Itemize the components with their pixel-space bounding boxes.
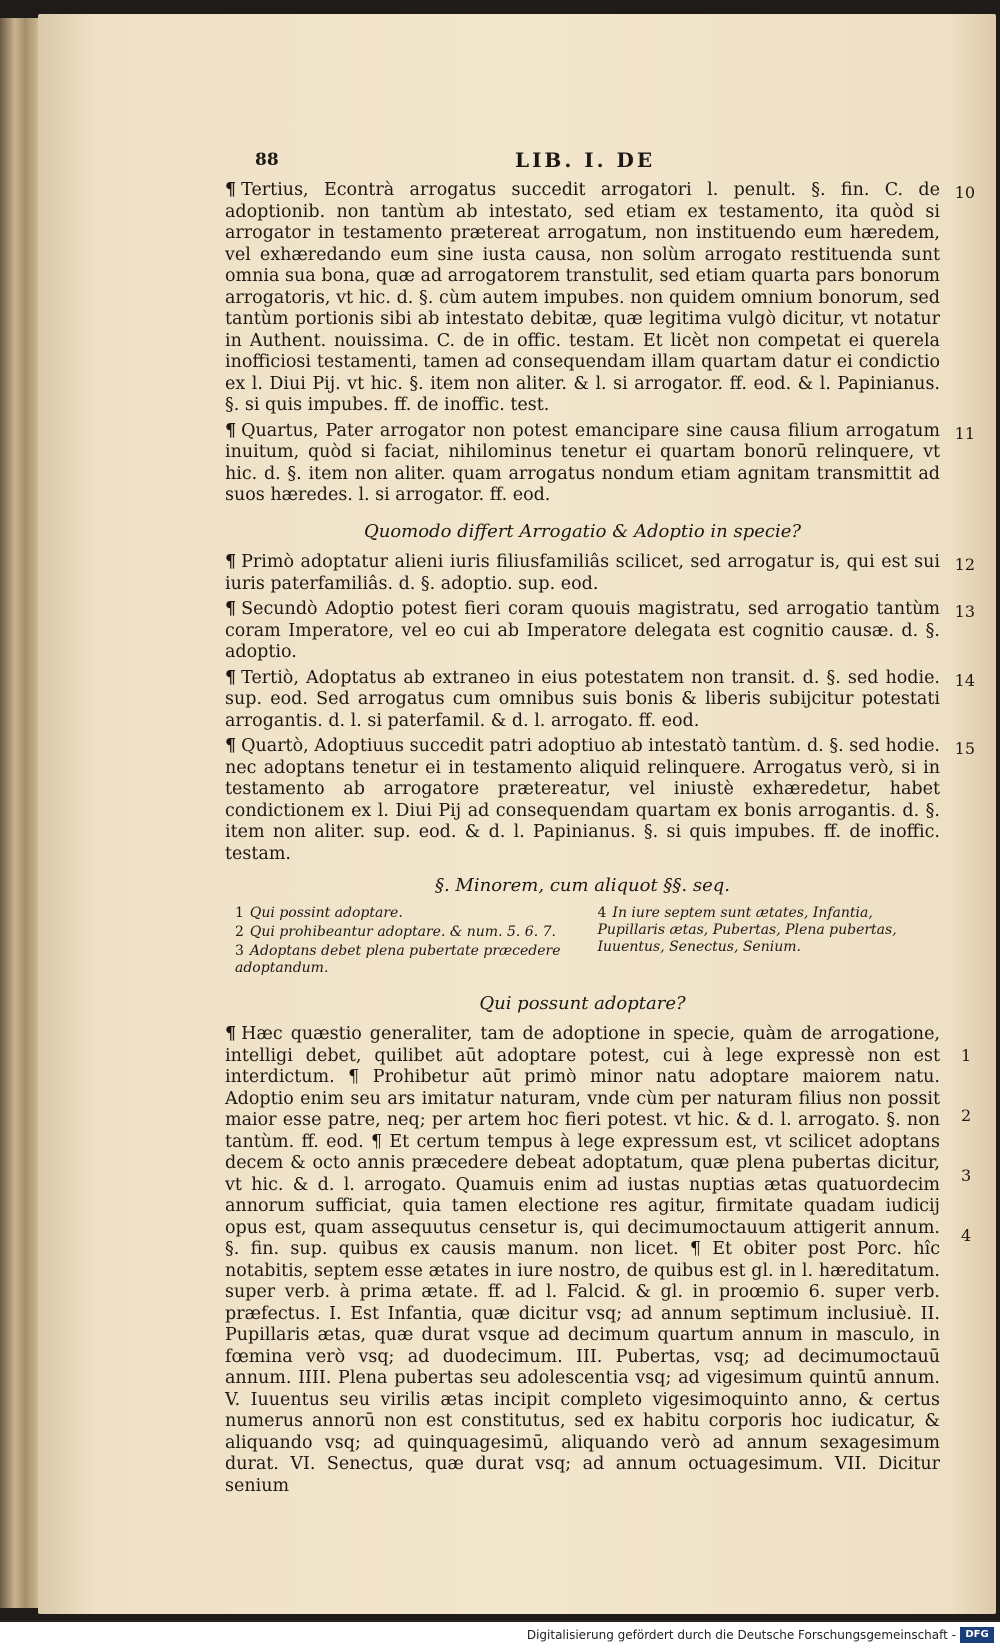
- paragraph-text: Primò adoptatur alieni iuris filiusfamiliâs scilicet, sed arrogatur is, qui est sui iuris paterfamiliâs. d. §. adoptio. sup. eod.: [225, 552, 940, 594]
- paragraph-text: Tertius, Econtrà arrogatus succedit arrogatori l. penult. §. fin. C. de adoptionib. non tantùm ab intestato, sed etiam ex testamento, ita quòd si arrogator in testamento prætereat arrogatum, non instituendo eum hæredem, vel exhæredando eum sine iusta causa, non solùm arrogato restituenda sunt omnia sua bona, quæ ad arrogatorem transtulit, sed etiam quarta pars bonorum arrogatoris, vt hic. d. §. cùm autem impubes. non quidem omnium bonorum, sed tantùm portionis sibi ab intestato debitæ, quæ legitima vulgò dicitur, vt notatur in Authent. nouissima. C. de in offic. testam. Et licèt non competat ei querela inofficiosi testamenti, tamen ad consequendam illam quartam datur ei condictio ex l. Diui Pij. vt hic. §. item non aliter. & l. si arrogator. ff. eod. & l. Papinianus. §. si quis impubes. ff. de inoffic. test.: [225, 180, 940, 415]
- paragraph-quartus: [225, 420, 975, 507]
- pilcrow-mark: ¶: [225, 667, 237, 688]
- summary-number: 1: [235, 904, 244, 921]
- running-header: [225, 150, 940, 180]
- margin-number: 12: [954, 555, 975, 574]
- paragraph-secundo: [225, 599, 975, 664]
- paragraph-primo: [225, 552, 975, 595]
- paragraph-quarto: [225, 736, 975, 865]
- pilcrow-mark: ¶: [225, 420, 237, 441]
- pilcrow-mark: ¶: [225, 1024, 237, 1044]
- summary-text: In iure septem sunt ætates, Infantia, Pupillaris ætas, Pubertas, Plena pubertas, Iuuentus, Senectus, Senium.: [597, 904, 897, 955]
- margin-number: 11: [954, 423, 975, 443]
- book-spine: [0, 18, 42, 1608]
- summary-item: [598, 905, 941, 956]
- heading-qui-possunt: Qui possunt adoptare?: [479, 992, 686, 1014]
- summary-item: [235, 905, 578, 922]
- paragraph-text: Hæc quæstio generaliter, tam de adoptione in specie, quàm de arrogatione, intelligi debet, quilibet aūt adoptare potest, cui à lege expressè non est interdictum. ¶ Prohibetur aūt primò minor natu adoptare maiorem natu. Adoptio enim seu ars imitatur naturam, vnde cùm per naturam filius non possit maior esse patre, neq; per artem hoc fieri potest. vt hic. & d. l. arrogato. §. non tantùm. ff. eod. ¶ Et certum tempus à lege expressum est, vt scilicet adoptans decem & octo annis præcedere debeat adoptatum, quæ plena pubertas dicitur, vt hic. & d. l. arrogato. Quamuis enim ad iustas nuptias ætas quatuordecim annorum sufficiat, quia tamen electione res agitur, firmitate quadam iudicij opus est, quam assequutus censetur is, qui decimumoctauum attigerit annum. §. fin. sup. quibus ex causis manum. non licet. ¶ Et obiter post Porc. hîc notabitis, septem esse ætates in iure nostro, de quibus est gl. in l. hæreditatum. super verb. à prima ætate. ff. ad l. Falcid. & gl. in proœmio 6. super verb. præfectus. I. Est Infantia, quæ dicitur vsq; ad annum septimum inclusiuè. II. Pupillaris ætas, quæ durat vsque ad decimum quartum annum in masculo, in fœmina verò vsq; ad duodecimum. III. Pubertas, vsq; ad decimumoctauū annum. IIII. Plena pubertas seu adolescentia vsq; ad vigesimum quintū annum. V. Iuuentus seu virilis ætas incipit completo vigesimoquinto anno, & certus numerus annorū non est constitutus, sed ex habitu corporis hoc iudicatur, & aliquando vsq; ad quinquagesimū, aliquando verò ad annum sexagesimum durat. VI. Senectus, quæ durat vsq; ad annum octuagesimum. VII. Dicitur senium: [225, 1024, 940, 1496]
- paragraph-text: Tertiò, Adoptatus ab extraneo in eius potestatem non transit. d. §. sed hodie. sup. eod. Sed arrogatus cum omnibus suis bonis & liberis subijcitur potestati arrogantis. d. l. si paterfamil. & d. l. arrogato. ff. eod.: [225, 667, 940, 731]
- pilcrow-mark: ¶: [225, 180, 237, 200]
- footer-credit: Digitalisierung gefördert durch die Deutsche Forschungsgemeinschaft -: [526, 1628, 956, 1642]
- running-title: LIB. I. DE: [515, 148, 656, 172]
- margin-number: 13: [954, 602, 975, 621]
- pilcrow-mark: ¶: [225, 736, 237, 756]
- summary-number: 3: [235, 942, 244, 959]
- summary-block: [235, 905, 940, 979]
- margin-number: 14: [954, 670, 975, 690]
- heading-quomodo-differt: Quomodo differt Arrogatio & Adoptio in specie?: [363, 520, 802, 542]
- summary-item: [235, 943, 578, 977]
- paragraph-tertius: [225, 180, 975, 417]
- paragraph-haec-quaestio: [225, 1024, 972, 1497]
- paragraph-text: Quartò, Adoptiuus succedit patri adoptiuo ab intestatò tantùm. d. §. sed hodie. nec adoptans tenetur ei in testamento aliquid relinquere. Arrogatus verò, si in testamento ab arrogatore prætereatur, vel iniustè exhæredetur, habet condictionem ex l. Diui Pij ad consequendam quartam ex bonis arrogantis. d. §. item non aliter. sup. eod. & d. l. Papinianus. §. si quis impubes. ff. de inoffic. testam.: [225, 736, 940, 864]
- summary-left-column: [235, 905, 578, 979]
- pilcrow-mark: ¶: [225, 599, 237, 619]
- paragraph-tertio: [225, 667, 975, 733]
- pilcrow-mark: ¶: [225, 552, 237, 572]
- page-content: [225, 148, 975, 1501]
- paragraph-text: Quartus, Pater arrogator non potest emancipare sine causa filium arrogatum inuitum, quòd si faciat, nihilominus tenetur ei quartam bonorū relinquere, vt hic. d. §. item non aliter. quam arrogatus nondum etiam agnitam transmittit ad suos hæredes. l. si arrogator. ff. eod.: [225, 420, 940, 505]
- summary-text: Qui prohibeantur adoptare. & num. 5. 6. 7.: [249, 923, 556, 940]
- paragraph-text: Secundò Adoptio potest fieri coram quouis magistratu, sed arrogatio tantùm coram Imperatore, vel eo cui ab Imperatore delegata est cognitio causæ. d. §. adoptio.: [225, 599, 940, 662]
- margin-number: 15: [954, 739, 975, 758]
- summary-item: [235, 924, 578, 941]
- digitization-footer: [0, 1622, 1000, 1650]
- summary-number: 2: [235, 923, 244, 940]
- summary-text: Adoptans debet plena pubertate præcedere adoptandum.: [235, 942, 561, 976]
- summary-number: 4: [597, 904, 607, 921]
- dfg-logo: DFG: [960, 1627, 994, 1643]
- margin-number: 1 2 3 4: [961, 1046, 972, 1245]
- margin-number: 10: [954, 183, 975, 202]
- section-title: §. Minorem, cum aliquot §§. seq.: [434, 875, 731, 896]
- summary-right-column: [598, 905, 941, 979]
- page-number: 88: [255, 150, 279, 170]
- summary-text: Qui possint adoptare.: [249, 904, 403, 921]
